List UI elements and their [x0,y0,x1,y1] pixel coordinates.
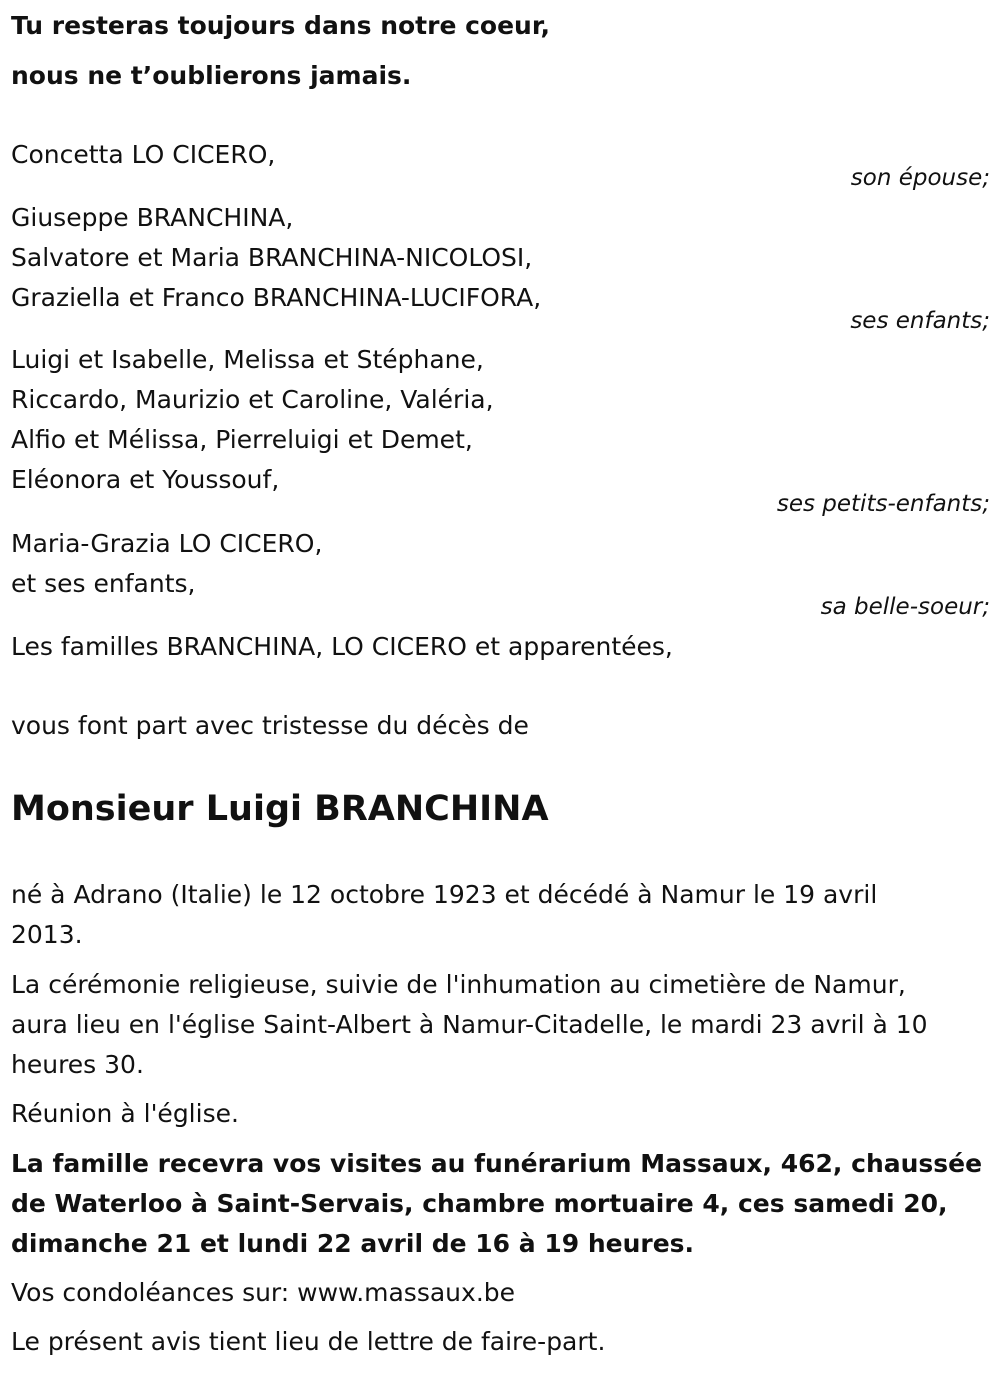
birth-death-line-2: 2013. [11,920,83,949]
grandchildren-line-1: Luigi et Isabelle, Melissa et Stéphane, [11,345,484,374]
grandchildren-line-3: Alfio et Mélissa, Pierreluigi et Demet, [11,425,473,454]
deceased-name: Monsieur Luigi BRANCHINA [11,789,549,829]
epitaph-line-2: nous ne t’oublierons jamais. [11,61,412,90]
spouse-name: Concetta LO CICERO, [11,140,276,169]
child-name-3: Graziella et Franco BRANCHINA-LUCIFORA, [11,283,542,312]
epitaph-line-1: Tu resteras toujours dans notre coeur, [11,11,551,40]
ceremony-line-3: heures 30. [11,1050,144,1079]
child-name-1: Giuseppe BRANCHINA, [11,203,294,232]
grandchildren-line-4: Eléonora et Youssouf, [11,465,280,494]
sister-in-law-children: et ses enfants, [11,569,196,598]
meeting-line: Réunion à l'église. [11,1099,239,1128]
grandchildren-line-2: Riccardo, Maurizio et Caroline, Valéria, [11,385,494,414]
ceremony-line-2: aura lieu en l'église Saint-Albert à Namur-Citadelle, le mardi 23 avril à 10 [11,1010,928,1039]
visits-line-2: de Waterloo à Saint-Servais, chambre mortuaire 4, ces samedi 20, [11,1189,948,1218]
children-relation: ses enfants; [850,308,990,334]
ceremony-line-1: La cérémonie religieuse, suivie de l'inhumation au cimetière de Namur, [11,970,906,999]
child-name-2: Salvatore et Maria BRANCHINA-NICOLOSI, [11,243,533,272]
sister-in-law-relation: sa belle-soeur; [820,594,990,620]
birth-death-line-1: né à Adrano (Italie) le 12 octobre 1923 et décédé à Namur le 19 avril [11,880,878,909]
spouse-relation: son épouse; [850,165,990,191]
notice-line: Le présent avis tient lieu de lettre de faire-part. [11,1327,606,1356]
families-line: Les familles BRANCHINA, LO CICERO et apparentées, [11,632,673,661]
announcement-line: vous font part avec tristesse du décès de [11,711,529,740]
visits-line-1: La famille recevra vos visites au funérarium Massaux, 462, chaussée [11,1149,983,1178]
grandchildren-relation: ses petits-enfants; [776,491,990,517]
sister-in-law-name: Maria-Grazia LO CICERO, [11,529,323,558]
condolences-line: Vos condoléances sur: www.massaux.be [11,1278,516,1307]
visits-line-3: dimanche 21 et lundi 22 avril de 16 à 19 heures. [11,1229,695,1258]
